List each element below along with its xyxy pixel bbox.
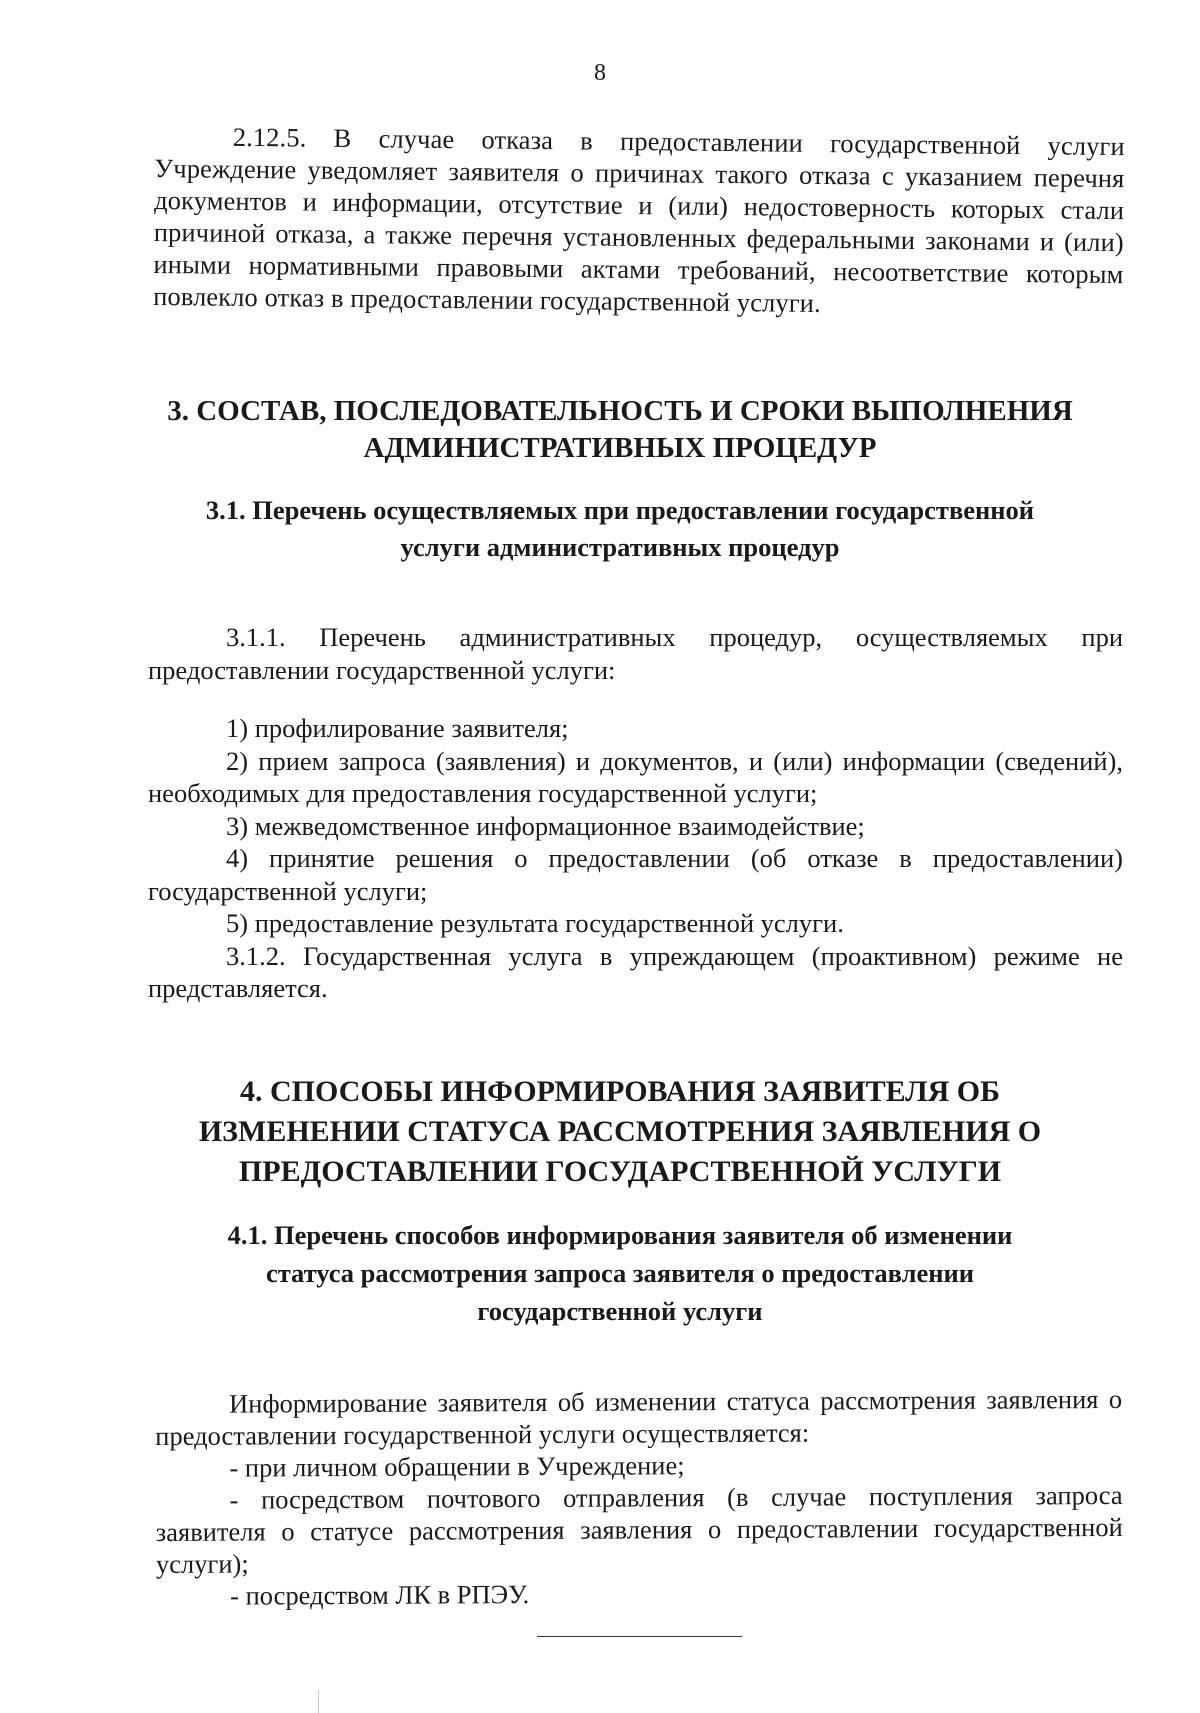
- paragraph-3-1-1: 3.1.1. Перечень административных процедур, осуществляемых при предоставлении государственной услуги:: [148, 622, 1123, 685]
- list-item: - посредством ЛК в РПЭУ.: [230, 1579, 530, 1611]
- list-item: - посредством почтового отправления (в случае поступления запроса заявителя о статусе рассмотрения заявления о предоставлении государственной услуги);: [155, 1479, 1123, 1579]
- subsection-4-1-heading-line-2: статуса рассмотрения запроса заявителя о предоставлении: [265, 1258, 975, 1288]
- section-3-heading-line-1: 3. СОСТАВ, ПОСЛЕДОВАТЕЛЬНОСТЬ И СРОКИ ВЫПОЛНЕНИЯ: [167, 395, 1073, 427]
- section-4-body: [155, 1383, 1123, 1612]
- list-item: 5) предоставление результата государственной услуги.: [226, 908, 844, 938]
- list-item: 2) прием запроса (заявления) и документов, и (или) информации (сведений), необходимых для предоставления государственной услуги;: [148, 745, 1123, 808]
- subsection-4-1-heading-line-1: 4.1. Перечень способов информирования заявителя об изменении: [227, 1220, 1013, 1250]
- subsection-3-1-heading-line-1: 3.1. Перечень осуществляемых при предоставлении государственной: [205, 495, 1035, 525]
- list-item: 4) принятие решения о предоставлении (об отказе в предоставлении) государственной услуги;: [148, 843, 1123, 906]
- section-4-heading-line-2: ИЗМЕНЕНИИ СТАТУСА РАССМОТРЕНИЯ ЗАЯВЛЕНИЯ О: [198, 1115, 1042, 1148]
- subsection-4-1-heading-line-3: государственной услуги: [477, 1296, 763, 1326]
- subsection-3-1-heading: [120, 492, 1120, 566]
- subsection-3-1-heading-line-2: услуги административных процедур: [400, 532, 840, 562]
- section-3-heading-line-2: АДМИНИСТРАТИВНЫХ ПРОЦЕДУР: [363, 432, 877, 464]
- section-4-heading-line-3: ПРЕДОСТАВЛЕНИИ ГОСУДАРСТВЕННОЙ УСЛУГИ: [238, 1155, 1002, 1188]
- paragraph-3-1-2: 3.1.2. Государственная услуга в упреждающем (проактивном) режиме не представляется.: [148, 940, 1123, 1003]
- list-item: - при личном обращении в Учреждение;: [229, 1450, 685, 1483]
- scan-artifact-line: [318, 1690, 319, 1713]
- section-4-heading-line-1: 4. СПОСОБЫ ИНФОРМИРОВАНИЯ ЗАЯВИТЕЛЯ ОБ: [240, 1075, 1000, 1108]
- section-4-heading: [120, 1072, 1120, 1192]
- paragraph-4-intro: Информирование заявителя об изменении статуса рассмотрения заявления о предоставлении государственной услуги осуществляется:: [155, 1383, 1123, 1451]
- subsection-4-1-heading: [120, 1216, 1120, 1330]
- section-3-body: [148, 621, 1123, 1005]
- list-item: 3) межведомственное информационное взаимодействие;: [226, 810, 865, 841]
- page-number: 8: [594, 60, 606, 86]
- end-rule-divider: [537, 1636, 742, 1637]
- list-item: 1) профилирование заявителя;: [226, 713, 569, 743]
- paragraph-2-12-5: 2.12.5. В случае отказа в предоставлении государственной услуги Учреждение уведомляет заявителя о причинах такого отказа с указанием перечня документов и информации, отсутствие и (или) недостоверность которых стали причиной отказа, а также перечня установленных федеральными законами и (или) иными нормативными правовыми актами требований, несоответствие которым повлекло отказ в предоставлении государственной услуги.: [152, 121, 1125, 318]
- section-3-heading: [120, 393, 1120, 467]
